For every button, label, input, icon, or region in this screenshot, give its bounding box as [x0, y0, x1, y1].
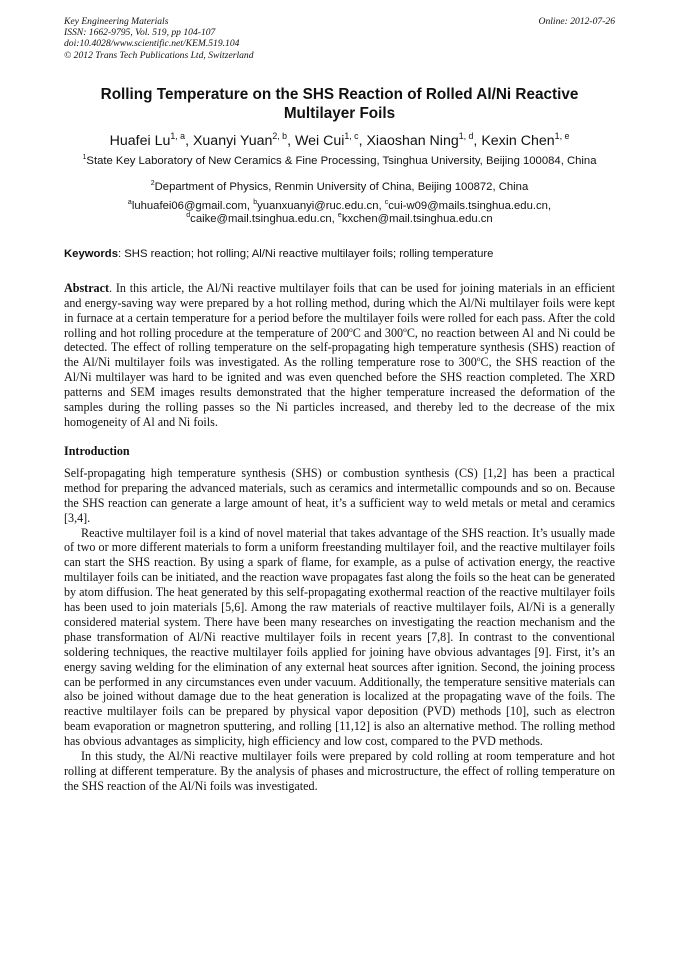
- author-affiliation-mark: 1, c: [344, 130, 359, 141]
- introduction-paragraph-2: Reactive multilayer foil is a kind of novel material that takes advantage of the SHS reaction. It’s usually made of two or more different materials to form a uniform freestanding multilayer foil, and the reactive multilayer foils can start the SHS reaction. By using a spark of flame, for example, as a pulse of activation energy, the reactive multilayer foils can be initiated, and the reaction wave propagates fast along the foils so the heat can be generated by atom diffusion. The heat generated by this self-propagating exothermal reaction of the reactive multilayer foils has been used to join materials [5,6]. Among the raw materials of reactive multilayer foils, Al/Ni is a generally considered material system. There have been many researches on investigating the reaction mechanism and the phase transformation of Al/Ni reactive multilayer foils in recent years [7,8]. In contrast to the conventional soldering techniques, the reactive multilayer foils applied for joining have obvious advantages [9]. First, it’s an energy saving welding for the elimination of any external heat sources after ignition. Second, the joining process can be performed in any circumstances even under vacuum. Additionally, the temperature sensitive materials can also be joined without damage due to the heat generation is localized at the propagating wave of the foils. The reactive multilayer foils can be prepared by physical vapor deposition (PVD) methods [10], such as electron beam evaporation or magnetron sputtering, and rolling [11,12] is also an alternative method. The rolling method has obvious advantages as simplicity, high efficiency and low cost, compared to the PVD methods.: [64, 525, 615, 749]
- affiliation-2: [64, 180, 615, 194]
- abstract-label: Abstract: [64, 280, 110, 295]
- email-mark: e: [337, 212, 342, 220]
- author-affiliation-mark: 1, d: [458, 130, 474, 141]
- abstract-text: C, no reaction between Al and Ni could be detected. The effect of rolling temperature on the self-propagating high temperature synthesis (SHS) reaction of the Al/Ni multilayer foils was investigated. As the rolling temperature rose to 300: [64, 325, 616, 370]
- abstract-paragraph: [64, 281, 615, 430]
- email-mark: d: [186, 212, 191, 220]
- affiliation-text: Department of Physics, Renmin University of China, Beijing 100872, China: [154, 180, 529, 193]
- journal-name: Key Engineering Materials: [64, 16, 169, 27]
- author-affiliation-mark: 2, b: [272, 130, 288, 141]
- degree-mark: o: [476, 354, 481, 364]
- email-link[interactable]: luhuafei06@gmail.com: [131, 199, 247, 212]
- issn-line: ISSN: 1662-9795, Vol. 519, pp 104-107: [64, 27, 216, 39]
- author-list: Huafei Lu$^{1, a}$, Xuanyi Yuan$^{2, b}$, Wei Cui$^{1, c}$, Xiaoshan Ning$^{1, d}$, Kexin Chen$^{1, e}$: [109, 130, 570, 149]
- doi-line: doi:10.4028/www.scientific.net/KEM.519.104: [64, 38, 240, 50]
- abstract-text: C and 300: [352, 325, 404, 340]
- section-heading-introduction: Introduction: [64, 443, 130, 458]
- affiliation-mark: 2: [150, 179, 155, 187]
- author-affiliation-mark: 1, a: [170, 130, 186, 141]
- author-name: Wei Cui: [294, 132, 345, 149]
- author-name: Xiaoshan Ning: [366, 132, 459, 149]
- introduction-paragraph-3: In this study, the Al/Ni reactive multilayer foils were prepared by cold rolling at room temperature and hot rolling at different temperature. By the analysis of phases and microstructure, the effect of rolling temperature on the SHS reaction of the Al/Ni foils was investigated.: [64, 749, 615, 793]
- email-link[interactable]: caike@mail.tsinghua.edu.cn: [190, 213, 332, 226]
- abstract-text: C, the SHS reaction of the Al/Ni multilayer was hard to be ignited and was even quenched before the SHS reaction completed. The XRD patterns and SEM images results demonstrated that the higher temperature increased the deformation of the samples during the rolling passes so the Ni particles increased, and thereby led to the decrease of the mix homogeneity of Al and Ni foils.: [64, 355, 615, 429]
- journal-header: [64, 16, 615, 61]
- email-link[interactable]: yuanxuanyi@ruc.edu.cn: [257, 199, 379, 212]
- author-affiliation-mark: 1, e: [554, 130, 570, 141]
- paper-title: Rolling Temperature on the SHS Reaction of Rolled Al/Ni Reactive Multilayer Foils: [100, 85, 579, 122]
- email-mark: b: [253, 198, 258, 206]
- keywords-text: : SHS reaction; hot rolling; Al/Ni reactive multilayer foils; rolling temperature: [118, 247, 494, 260]
- email-link[interactable]: kxchen@mail.tsinghua.edu.cn: [341, 213, 493, 226]
- email-list: $^a$luhuafei06@gmail.com, $^b$yuanxuanyi@ruc.edu.cn, $^c$cui-w09@mails.tsinghua.edu.cn, $^d$caike@mail.tsinghua.edu.cn, $^e$kxchen@mail.tsinghua.edu.cn: [127, 198, 552, 226]
- keywords-label: Keywords: [64, 247, 118, 260]
- author-name: Huafei Lu: [109, 132, 171, 149]
- author-name: Xuanyi Yuan: [192, 132, 273, 149]
- affiliation-text: State Key Laboratory of New Ceramics & Fine Processing, Tsinghua University, Beijing 100084, China: [86, 154, 597, 167]
- degree-mark: o: [403, 324, 407, 334]
- email-link[interactable]: cui-w09@mails.tsinghua.edu.cn: [388, 199, 548, 212]
- affiliation-mark: 1: [82, 153, 87, 161]
- author-name: Kexin Chen: [481, 132, 555, 149]
- abstract-text: . In this article, the Al/Ni reactive multilayer foils that can be used for joining materials in an efficient and energy-saving way were prepared by a hot rolling method, during which the Al/Ni multilayer foils were kept in furnace at a certain temperature for a period before the multilayer foils were rolled for each pass. After the cold rolling and hot rolling procedure at the temperature of 200: [64, 280, 615, 340]
- email-mark: a: [127, 198, 132, 206]
- paper-page: [64, 16, 615, 794]
- copyright-line: © 2012 Trans Tech Publications Ltd, Switzerland: [64, 49, 254, 61]
- email-mark: c: [384, 198, 389, 206]
- introduction-paragraph-1: Self-propagating high temperature synthesis (SHS) or combustion synthesis (CS) [1,2] has been a practical method for preparing the advanced materials, such as ceramics and intermetallic compounds and so on. Because the SHS reaction can generate a large amount of heat, it’s a sufficient way to weld metals or metal and ceramics [3,4].: [64, 465, 615, 525]
- online-date: Online: 2012-07-26: [538, 16, 615, 27]
- degree-mark: o: [349, 324, 353, 334]
- keywords-line: [64, 247, 615, 261]
- affiliation-1: [64, 154, 615, 168]
